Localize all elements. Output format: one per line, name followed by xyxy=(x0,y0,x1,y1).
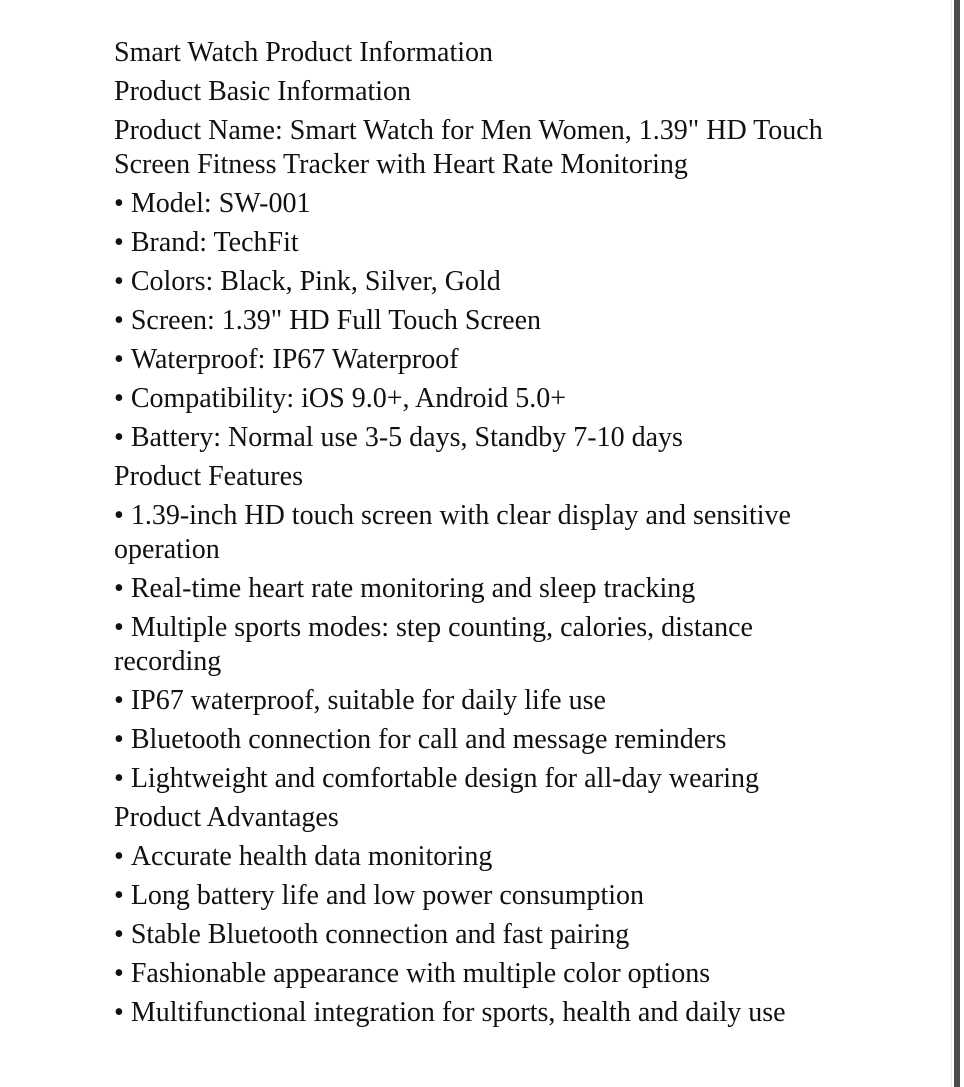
advantage-item: • Multifunctional integration for sports, health and daily use xyxy=(114,996,834,1030)
list-item-screen: • Screen: 1.39" HD Full Touch Screen xyxy=(114,304,834,338)
advantage-item: • Stable Bluetooth connection and fast pairing xyxy=(114,918,834,952)
section-heading-features: Product Features xyxy=(114,461,303,492)
feature-item: • Bluetooth connection for call and message reminders xyxy=(114,723,834,757)
product-name: Product Name: Smart Watch for Men Women, 1.39" HD Touch Screen Fitness Tracker with Heart Rate Monitoring xyxy=(114,115,823,180)
document-body xyxy=(114,36,834,1035)
advantage-item: • Fashionable appearance with multiple color options xyxy=(114,957,834,991)
list-item-brand: • Brand: TechFit xyxy=(114,226,834,260)
section-heading-advantages: Product Advantages xyxy=(114,802,339,833)
list-item-battery: • Battery: Normal use 3-5 days, Standby 7-10 days xyxy=(114,421,834,455)
list-item-waterproof: • Waterproof: IP67 Waterproof xyxy=(114,343,834,377)
list-item-compatibility: • Compatibility: iOS 9.0+, Android 5.0+ xyxy=(114,382,834,416)
advantage-item: • Long battery life and low power consumption xyxy=(114,879,834,913)
feature-item: • 1.39-inch HD touch screen with clear display and sensitive operation xyxy=(114,499,834,567)
advantage-item: • Accurate health data monitoring xyxy=(114,840,834,874)
feature-item: • Real-time heart rate monitoring and sleep tracking xyxy=(114,572,834,606)
section-heading-basic-info: Product Basic Information xyxy=(114,76,412,107)
feature-item: • Lightweight and comfortable design for all-day wearing xyxy=(114,762,834,796)
list-item-colors: • Colors: Black, Pink, Silver, Gold xyxy=(114,265,834,299)
scrollbar-thumb[interactable] xyxy=(954,0,960,1087)
document-title: Smart Watch Product Information xyxy=(114,37,494,68)
list-item-model: • Model: SW-001 xyxy=(114,187,834,221)
feature-item: • Multiple sports modes: step counting, calories, distance recording xyxy=(114,611,834,679)
vertical-scrollbar[interactable] xyxy=(951,0,964,1087)
feature-item: • IP67 waterproof, suitable for daily life use xyxy=(114,684,834,718)
